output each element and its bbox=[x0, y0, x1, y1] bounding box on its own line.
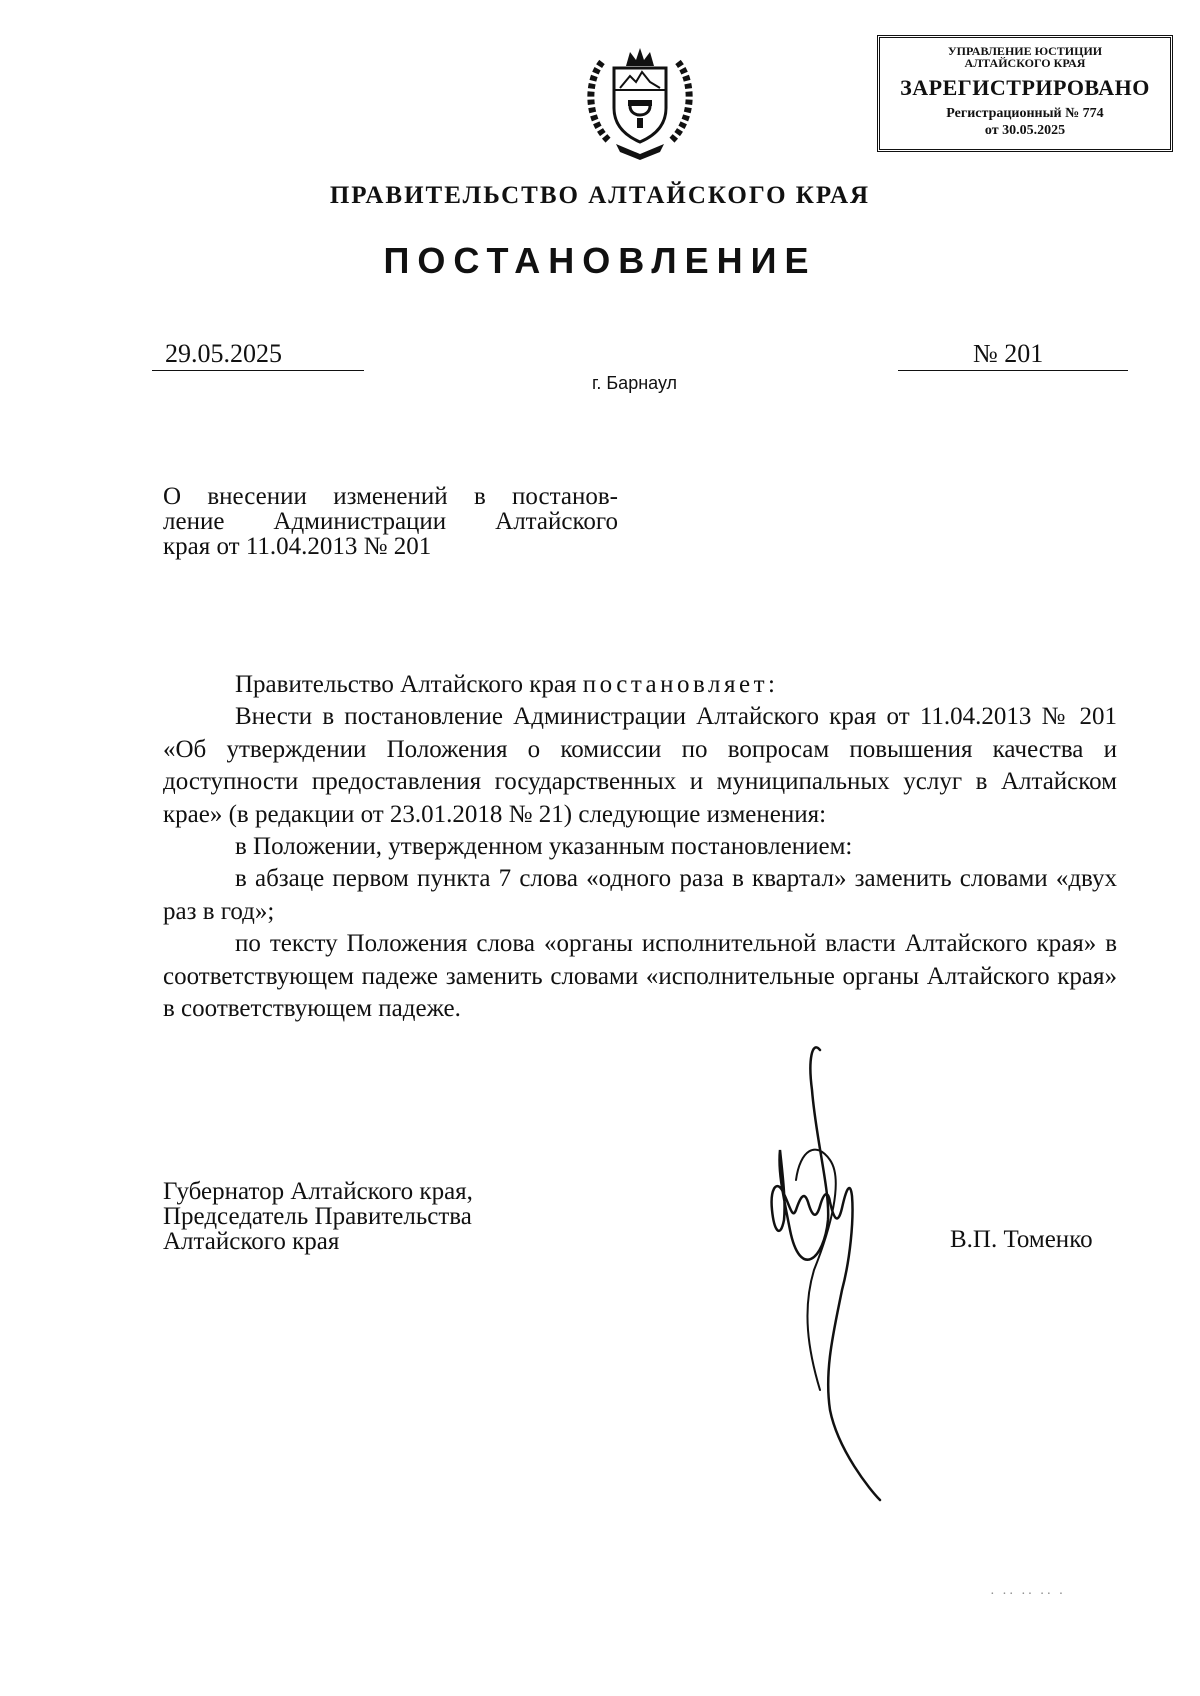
document-type-title: ПОСТАНОВЛЕНИЕ bbox=[383, 240, 817, 281]
document-subject bbox=[163, 484, 618, 559]
stamp-reg-number: Регистрационный № 774 bbox=[946, 106, 1104, 121]
resolution-intro-verb: постановляет: bbox=[582, 671, 779, 698]
document-body bbox=[163, 669, 1117, 1025]
signatory-name: В.П. Томенко bbox=[950, 1226, 1093, 1253]
document-date: 29.05.2025 bbox=[165, 339, 282, 368]
stamp-reg-date: от 30.05.2025 bbox=[984, 123, 1066, 138]
body-paragraph: в абзаце первом пункта 7 слова «одного раза в квартал» заменить словами «двух раз в год»; bbox=[163, 865, 1117, 925]
number-underline bbox=[898, 370, 1128, 371]
body-paragraph: в Положении, утвержденном указанным постановлением: bbox=[235, 833, 853, 861]
government-title: ПРАВИТЕЛЬСТВО АЛТАЙСКОГО КРАЯ bbox=[329, 182, 871, 209]
date-underline bbox=[152, 370, 364, 371]
stamp-status: ЗАРЕГИСТРИРОВАНО bbox=[900, 75, 1150, 100]
signatory-title-line: Председатель Правительства bbox=[163, 1203, 472, 1230]
stamp-authority-line1: УПРАВЛЕНИЕ ЮСТИЦИИ bbox=[947, 44, 1103, 58]
stamp-authority-line2: АЛТАЙСКОГО КРАЯ bbox=[964, 56, 1086, 70]
signatory-title-line: Алтайского края bbox=[163, 1228, 340, 1255]
registration-stamp bbox=[877, 35, 1173, 152]
body-paragraph: по тексту Положения слова «органы исполнительной власти Алтайского края» в соответствующем падеже заменить словами «исполнительные органы Алтайского края» в соответствующем падеже. bbox=[163, 930, 1117, 1023]
city: г. Барнаул bbox=[592, 373, 678, 393]
subject-line: О внесении изменений в постанов- bbox=[163, 483, 618, 510]
subject-line: ление Администрации Алтайского bbox=[163, 508, 618, 535]
scan-artifact: · ·· ·· ·· · bbox=[990, 1587, 1066, 1602]
resolution-intro-subject: Правительство Алтайского края bbox=[235, 671, 577, 698]
coat-of-arms-icon bbox=[580, 42, 700, 160]
document-number: № 201 bbox=[973, 339, 1044, 368]
handwritten-signature-icon bbox=[720, 1030, 920, 1510]
signatory-title-line: Губернатор Алтайского края, bbox=[163, 1178, 473, 1205]
resolution-intro bbox=[163, 669, 1117, 701]
subject-line: края от 11.04.2013 № 201 bbox=[163, 533, 432, 560]
signatory-title bbox=[163, 1179, 583, 1254]
body-paragraph: Внести в постановление Администрации Алтайского края от 11.04.2013 № 201 «Об утверждении Положения о комиссии по вопросам повышения качества и доступности предоставления государственных и муниципальных услуг в Алтайском крае» (в редакции от 23.01.2018 № 21) следующие изменения: bbox=[163, 703, 1117, 828]
